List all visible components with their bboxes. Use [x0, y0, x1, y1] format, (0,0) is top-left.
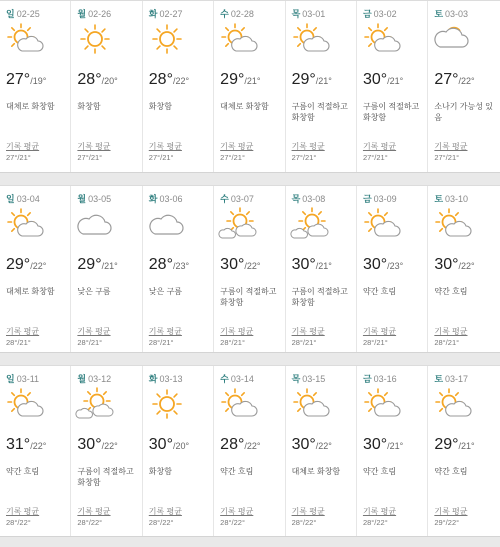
record-average-link[interactable]: 기록 평균: [434, 507, 468, 516]
day-card[interactable]: [143, 1, 214, 172]
day-date: [6, 372, 39, 385]
record-average-link[interactable]: 기록 평균: [148, 507, 182, 516]
sun-cloud-icon: [432, 206, 472, 242]
cloud-icon: [75, 206, 115, 242]
record-average-value: 28°/22°: [291, 518, 317, 527]
day-card[interactable]: [214, 366, 285, 536]
high-temp: 29°: [77, 256, 102, 273]
day-date: [434, 192, 468, 205]
record-average-link[interactable]: 기록 평균: [77, 327, 111, 336]
condition-text: 화창함: [77, 102, 101, 111]
day-card[interactable]: [0, 1, 71, 172]
sun-cloud-icon: [4, 206, 44, 242]
cloud-sun-icon: [432, 21, 472, 57]
weekday-label: 금: [362, 374, 372, 384]
record-average-value: 28°/21°: [220, 338, 245, 347]
record-average-value: 28°/21°: [362, 338, 388, 347]
day-date: [363, 7, 397, 20]
weekday-label: 수: [220, 374, 229, 384]
weekday-label: 목: [291, 374, 301, 384]
low-temp: /21°: [244, 76, 261, 86]
day-date: [434, 372, 468, 385]
temperature: [363, 256, 403, 274]
day-date: [220, 7, 254, 20]
low-temp: /22°: [101, 441, 118, 451]
temperature: [6, 71, 46, 89]
day-date: [363, 192, 397, 205]
week-row-3: [0, 365, 500, 537]
temperature: [77, 436, 117, 454]
low-temp: /21°: [387, 76, 404, 86]
date-label: 03-01: [302, 9, 326, 19]
condition-text: 대체로 화창함: [6, 287, 55, 296]
condition-text: 구름이 적절하고 화창함: [220, 287, 277, 307]
sun-cloud-icon: [290, 21, 330, 57]
day-card[interactable]: [286, 186, 357, 352]
record-average-value: 29°/22°: [434, 518, 460, 527]
temperature: [434, 71, 474, 89]
week-separator: [0, 353, 500, 365]
condition-text: 대체로 화창함: [291, 467, 341, 476]
condition-text: 약간 흐림: [362, 467, 397, 476]
high-temp: 27°: [6, 71, 31, 88]
record-average-value: 27°/21°: [6, 153, 31, 162]
temperature: [220, 436, 260, 454]
day-card[interactable]: [71, 366, 142, 536]
condition-text: 낮은 구름: [148, 287, 182, 296]
date-label: 03-02: [373, 9, 397, 19]
record-average-link[interactable]: 기록 평균: [220, 327, 254, 336]
date-label: 03-03: [445, 9, 469, 19]
record-average-value: 28°/22°: [220, 518, 245, 527]
low-temp: /23°: [172, 261, 190, 271]
sun-cloud-icon: [361, 21, 401, 57]
record-average-value: 28°/22°: [77, 518, 103, 527]
temperature: [363, 71, 403, 89]
day-card[interactable]: [286, 1, 357, 172]
date-label: 02-28: [230, 9, 254, 19]
day-card[interactable]: [214, 186, 285, 352]
high-temp: 29°: [434, 436, 459, 453]
day-card[interactable]: [357, 1, 428, 172]
record-average-link[interactable]: 기록 평균: [362, 507, 397, 516]
record-average-value: 27°/21°: [77, 153, 103, 162]
weekday-label: 화: [148, 9, 158, 19]
cloud-icon: [147, 206, 187, 242]
record-average-link[interactable]: 기록 평균: [77, 142, 111, 151]
low-temp: /22°: [244, 441, 261, 451]
day-date: [149, 372, 183, 385]
low-temp: /22°: [458, 76, 475, 86]
high-temp: 27°: [434, 71, 459, 88]
day-date: [77, 7, 111, 20]
low-temp: /21°: [315, 76, 332, 86]
temperature: [77, 71, 117, 89]
day-date: [434, 7, 468, 20]
day-card[interactable]: [428, 186, 499, 352]
record-average-link[interactable]: 기록 평균: [434, 327, 468, 336]
low-temp: /22°: [315, 441, 332, 451]
date-label: 03-16: [373, 374, 397, 384]
weekday-label: 일: [6, 374, 15, 384]
record-average-link[interactable]: 기록 평균: [148, 327, 182, 336]
sun-icon: [75, 21, 115, 57]
temperature: [220, 256, 260, 274]
record-average-link[interactable]: 기록 평균: [6, 507, 40, 516]
record-average-link[interactable]: 기록 평균: [291, 327, 325, 336]
weekday-label: 목: [291, 9, 301, 19]
temperature: [220, 71, 260, 89]
date-label: 03-12: [88, 374, 112, 384]
day-card[interactable]: [357, 186, 428, 352]
week-row-2: [0, 185, 500, 353]
temperature: [434, 256, 474, 274]
date-label: 03-11: [16, 374, 40, 384]
low-temp: /22°: [30, 261, 47, 271]
day-card[interactable]: [0, 366, 71, 536]
temperature: [6, 436, 46, 454]
day-card[interactable]: [214, 1, 285, 172]
high-temp: 30°: [362, 436, 388, 453]
day-card[interactable]: [71, 186, 142, 352]
high-temp: 30°: [291, 436, 316, 453]
sun-icon: [147, 386, 187, 422]
high-temp: 31°: [6, 436, 31, 453]
weekday-label: 금: [362, 9, 372, 19]
sun-cloud-small-icon: [218, 206, 258, 242]
record-average-value: 28°/21°: [148, 338, 174, 347]
weekday-label: 월: [77, 194, 87, 204]
date-label: 03-04: [16, 194, 40, 204]
date-label: 03-15: [302, 374, 326, 384]
sun-cloud-icon: [361, 386, 401, 422]
weekday-label: 목: [291, 194, 301, 204]
date-label: 03-09: [373, 194, 397, 204]
weekday-label: 토: [434, 9, 444, 19]
record-average-value: 28°/22°: [6, 518, 31, 527]
condition-text: 약간 흐림: [362, 287, 397, 296]
temperature: [363, 436, 403, 454]
record-average-value: 27°/21°: [291, 153, 317, 162]
weekday-label: 월: [77, 374, 87, 384]
record-average-link[interactable]: 기록 평균: [220, 507, 254, 516]
day-date: [6, 192, 40, 205]
record-average-value: 28°/21°: [291, 338, 317, 347]
date-label: 03-05: [88, 194, 112, 204]
temperature: [149, 256, 189, 274]
temperature: [434, 436, 474, 454]
date-label: 03-10: [445, 194, 469, 204]
low-temp: /22°: [244, 261, 261, 271]
condition-text: 대체로 화창함: [6, 102, 55, 111]
temperature: [292, 71, 332, 89]
record-average-link[interactable]: 기록 평균: [362, 142, 397, 151]
high-temp: 28°: [220, 436, 245, 453]
weekday-label: 수: [220, 9, 229, 19]
day-card[interactable]: [357, 366, 428, 536]
sun-icon: [147, 21, 187, 57]
high-temp: 28°: [148, 256, 173, 273]
temperature: [6, 256, 46, 274]
day-date: [292, 372, 326, 385]
weekday-label: 일: [6, 194, 15, 204]
record-average-link[interactable]: 기록 평균: [6, 327, 40, 336]
high-temp: 28°: [148, 71, 173, 88]
day-date: [77, 372, 111, 385]
temperature: [292, 436, 332, 454]
sun-cloud-small-icon: [75, 386, 115, 422]
record-average-link[interactable]: 기록 평균: [77, 507, 111, 516]
low-temp: /21°: [387, 441, 404, 451]
sun-cloud-icon: [218, 21, 258, 57]
condition-text: 약간 흐림: [434, 467, 468, 476]
sun-cloud-icon: [4, 386, 44, 422]
date-label: 02-26: [88, 9, 112, 19]
temperature: [292, 256, 332, 274]
condition-text: 화창함: [148, 102, 172, 111]
day-card[interactable]: [0, 186, 71, 352]
record-average-value: 28°/21°: [6, 338, 31, 347]
week-separator: [0, 173, 500, 185]
low-temp: /21°: [101, 261, 118, 271]
sun-cloud-icon: [361, 206, 401, 242]
high-temp: 29°: [6, 256, 31, 273]
condition-text: 구름이 적절하고 화창함: [77, 467, 134, 487]
day-date: [292, 192, 326, 205]
record-average-link[interactable]: 기록 평균: [291, 507, 325, 516]
date-label: 03-14: [230, 374, 254, 384]
date-label: 03-06: [159, 194, 183, 204]
high-temp: 30°: [220, 256, 245, 273]
condition-text: 소나기 가능성 있음: [434, 102, 493, 122]
record-average-link[interactable]: 기록 평균: [6, 142, 40, 151]
high-temp: 30°: [148, 436, 173, 453]
day-date: [363, 372, 397, 385]
day-card[interactable]: [428, 366, 499, 536]
high-temp: 30°: [362, 256, 388, 273]
record-average-value: 28°/22°: [148, 518, 174, 527]
record-average-value: 27°/21°: [220, 153, 245, 162]
sun-cloud-icon: [290, 386, 330, 422]
day-date: [77, 192, 111, 205]
record-average-value: 27°/21°: [148, 153, 174, 162]
weekday-label: 수: [220, 194, 229, 204]
condition-text: 대체로 화창함: [220, 102, 269, 111]
high-temp: 30°: [434, 256, 459, 273]
record-average-value: 28°/22°: [362, 518, 388, 527]
temperature: [77, 256, 117, 274]
condition-text: 구름이 적절하고 화창함: [291, 102, 348, 122]
weekday-label: 화: [148, 374, 158, 384]
date-label: 02-27: [159, 9, 183, 19]
day-date: [149, 7, 183, 20]
record-average-link[interactable]: 기록 평균: [148, 142, 182, 151]
sun-cloud-small-icon: [290, 206, 330, 242]
condition-text: 구름이 적절하고 화창함: [291, 287, 348, 307]
low-temp: /20°: [101, 76, 118, 86]
date-label: 03-13: [159, 374, 183, 384]
day-card[interactable]: [143, 366, 214, 536]
date-label: 03-17: [445, 374, 469, 384]
high-temp: 29°: [220, 71, 245, 88]
weekday-label: 금: [362, 194, 372, 204]
record-average-value: 28°/21°: [434, 338, 460, 347]
weekday-label: 월: [77, 9, 87, 19]
low-temp: /22°: [458, 261, 475, 271]
condition-text: 구름이 적절하고 화창함: [362, 102, 420, 122]
condition-text: 약간 흐림: [220, 467, 254, 476]
weekday-label: 일: [6, 9, 15, 19]
high-temp: 30°: [362, 71, 388, 88]
low-temp: /21°: [458, 441, 475, 451]
condition-text: 낮은 구름: [77, 287, 111, 296]
day-date: [292, 7, 326, 20]
low-temp: /23°: [387, 261, 404, 271]
low-temp: /22°: [30, 441, 47, 451]
day-card[interactable]: [71, 1, 142, 172]
low-temp: /21°: [315, 261, 332, 271]
day-card[interactable]: [143, 186, 214, 352]
condition-text: 화창함: [148, 467, 172, 476]
sun-cloud-icon: [4, 21, 44, 57]
weekday-label: 화: [148, 194, 158, 204]
day-card[interactable]: [286, 366, 357, 536]
record-average-value: 27°/21°: [362, 153, 388, 162]
record-average-value: 28°/21°: [77, 338, 103, 347]
record-average-link[interactable]: 기록 평균: [291, 142, 325, 151]
weekday-label: 토: [434, 374, 444, 384]
date-label: 03-08: [302, 194, 326, 204]
record-average-link[interactable]: 기록 평균: [362, 327, 397, 336]
condition-text: 약간 흐림: [434, 287, 468, 296]
date-label: 03-07: [230, 194, 254, 204]
record-average-link[interactable]: 기록 평균: [434, 142, 468, 151]
temperature: [149, 71, 189, 89]
weekday-label: 토: [434, 194, 444, 204]
temperature: [149, 436, 189, 454]
low-temp: /22°: [172, 76, 190, 86]
day-date: [149, 192, 183, 205]
high-temp: 29°: [291, 71, 316, 88]
week-row-1: [0, 0, 500, 173]
record-average-link[interactable]: 기록 평균: [220, 142, 254, 151]
high-temp: 30°: [77, 436, 102, 453]
low-temp: /19°: [30, 76, 47, 86]
day-date: [220, 372, 254, 385]
sun-cloud-icon: [432, 386, 472, 422]
low-temp: /20°: [172, 441, 190, 451]
record-average-value: 27°/21°: [434, 153, 460, 162]
date-label: 02-25: [16, 9, 40, 19]
day-date: [220, 192, 254, 205]
day-date: [6, 7, 40, 20]
high-temp: 30°: [291, 256, 316, 273]
day-card[interactable]: [428, 1, 499, 172]
high-temp: 28°: [77, 71, 102, 88]
sun-cloud-icon: [218, 386, 258, 422]
condition-text: 약간 흐림: [6, 467, 40, 476]
